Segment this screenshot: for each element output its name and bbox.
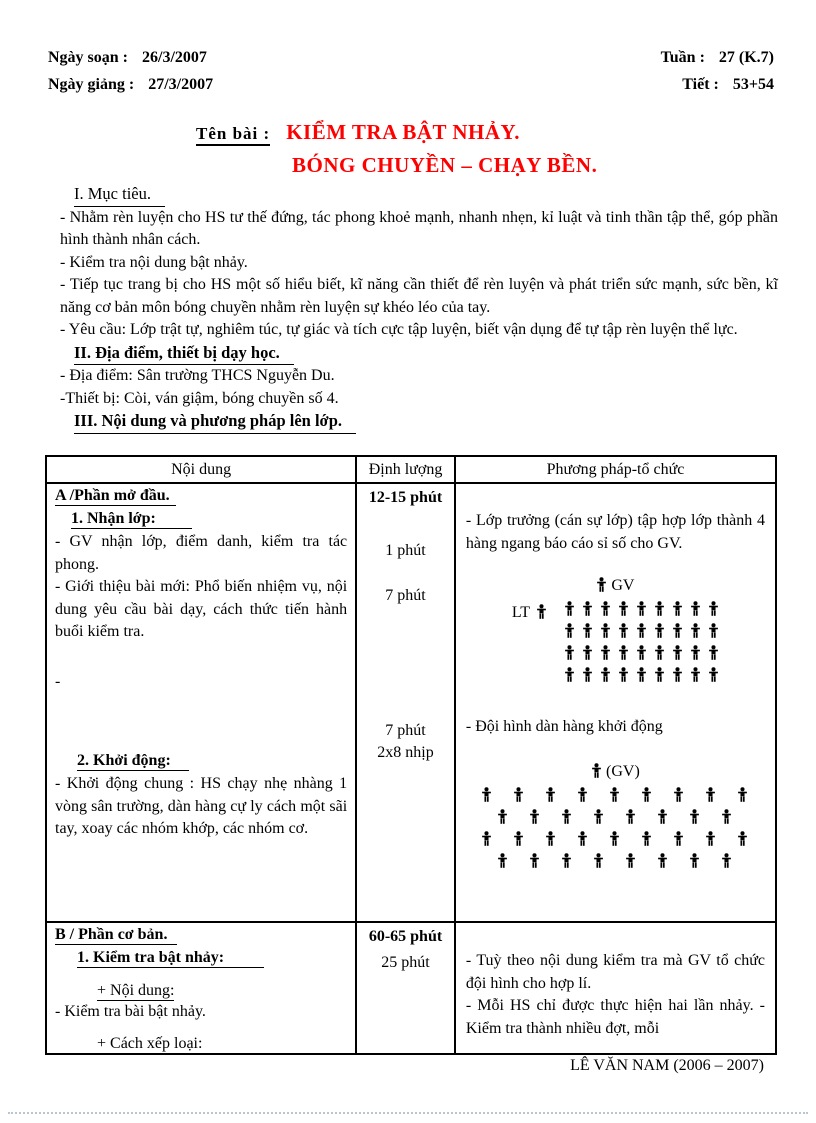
section-1-heading: I. Mục tiêu. bbox=[74, 183, 165, 207]
person-icon bbox=[529, 853, 540, 868]
document-header bbox=[48, 44, 774, 98]
person-icon bbox=[513, 787, 524, 802]
formation-assembly-grid bbox=[564, 601, 719, 689]
date-prepared-label: Ngày soạn : bbox=[48, 49, 129, 66]
person-icon bbox=[708, 667, 719, 682]
lesson-title bbox=[196, 120, 597, 178]
person-icon bbox=[577, 831, 588, 846]
person-icon bbox=[529, 809, 540, 824]
person-icon bbox=[673, 787, 684, 802]
person-icon bbox=[561, 853, 572, 868]
person-icon bbox=[545, 787, 556, 802]
person-icon bbox=[564, 623, 575, 638]
person-icon bbox=[609, 787, 620, 802]
column-header-content: Nội dung bbox=[47, 457, 357, 482]
part-b-method-1: - Tuỳ theo nội dung kiểm tra mà GV tổ chức đội hình cho hợp lí. bbox=[465, 952, 765, 992]
person-icon bbox=[705, 831, 716, 846]
person-icon bbox=[564, 601, 575, 616]
person-icon bbox=[564, 645, 575, 660]
duration-jump-test: 25 phút bbox=[381, 954, 430, 971]
column-header-method: Phương pháp-tổ chức bbox=[546, 461, 685, 478]
person-icon bbox=[591, 763, 606, 780]
method-warmup-text: - Đội hình dàn hàng khởi động bbox=[465, 718, 663, 735]
section-2-heading: II. Địa điểm, thiết bị dạy học. bbox=[74, 342, 294, 366]
person-icon bbox=[641, 787, 652, 802]
person-icon bbox=[657, 853, 668, 868]
part-b-method-cell bbox=[456, 923, 775, 1053]
week-value: 27 (K.7) bbox=[718, 49, 774, 66]
method-assembly-text: - Lớp trưởng (cán sự lớp) tập hợp lớp thành 4 hàng ngang báo cáo sỉ số cho GV. bbox=[465, 512, 765, 552]
person-icon bbox=[600, 667, 611, 682]
person-icon bbox=[708, 601, 719, 616]
person-icon bbox=[737, 831, 748, 846]
person-icon bbox=[721, 853, 732, 868]
teacher-label-2: (GV) bbox=[606, 762, 640, 780]
week-label: Tuần : bbox=[660, 49, 705, 66]
duration-part-b: 60-65 phút bbox=[368, 928, 443, 945]
part-b-content-cell bbox=[47, 923, 357, 1053]
class-leader-label: LT bbox=[511, 604, 530, 621]
part-b-content-label: + Nội dung: bbox=[97, 982, 175, 999]
part-b-grading-label: + Cách xếp loại: bbox=[97, 1034, 203, 1052]
person-icon bbox=[600, 601, 611, 616]
author-signature: LÊ VĂN NAM (2006 – 2007) bbox=[570, 1057, 764, 1074]
part-b-content-item: - Kiểm tra bài bật nhảy. bbox=[55, 1003, 206, 1020]
person-icon bbox=[591, 763, 602, 778]
table-row-part-a bbox=[47, 484, 775, 923]
person-icon bbox=[654, 667, 665, 682]
class-leader-marker bbox=[512, 601, 547, 689]
person-icon bbox=[673, 831, 684, 846]
person-icon bbox=[596, 577, 611, 594]
person-icon bbox=[564, 667, 575, 682]
part-a-item-2: - Giới thiệu bài mới: Phổ biến nhiệm vụ, nội dung yêu cầu bài dạy, cách thức tiến hành buổi kiểm tra. bbox=[55, 578, 348, 640]
formation-row bbox=[564, 601, 719, 616]
formation-row bbox=[497, 809, 749, 824]
person-icon bbox=[618, 645, 629, 660]
formation-row bbox=[481, 787, 749, 802]
date-prepared bbox=[48, 44, 207, 71]
date-prepared-value: 26/3/2007 bbox=[142, 49, 207, 66]
person-icon bbox=[481, 787, 492, 802]
part-a-content-cell bbox=[47, 484, 357, 921]
period bbox=[682, 71, 774, 98]
person-icon bbox=[690, 645, 701, 660]
person-icon bbox=[654, 645, 665, 660]
part-b-sub1-title: 1. Kiểm tra bật nhảy: bbox=[77, 949, 264, 968]
date-taught bbox=[48, 71, 213, 98]
person-icon bbox=[582, 645, 593, 660]
person-icon bbox=[654, 601, 665, 616]
person-icon bbox=[708, 645, 719, 660]
duration-warmup-2: 2x8 nhịp bbox=[377, 744, 434, 761]
table-row-part-b bbox=[47, 923, 775, 1053]
person-icon bbox=[625, 853, 636, 868]
person-icon bbox=[625, 809, 636, 824]
person-icon bbox=[721, 809, 732, 824]
person-icon bbox=[582, 601, 593, 616]
location-item: - Địa điểm: Sân trường THCS Nguyễn Du. bbox=[60, 367, 335, 384]
person-icon bbox=[600, 645, 611, 660]
part-b-title: B / Phần cơ bản. bbox=[55, 926, 177, 945]
person-icon bbox=[672, 667, 683, 682]
header-row-1 bbox=[48, 44, 774, 71]
person-icon bbox=[672, 645, 683, 660]
body-sections bbox=[60, 183, 778, 434]
person-icon bbox=[641, 831, 652, 846]
period-label: Tiết : bbox=[682, 76, 719, 93]
person-icon bbox=[690, 667, 701, 682]
person-icon bbox=[593, 853, 604, 868]
objective-item: - Kiểm tra nội dung bật nhảy. bbox=[60, 253, 248, 271]
formation-assembly bbox=[466, 601, 765, 689]
person-icon bbox=[545, 831, 556, 846]
duration-part-a: 12-15 phút bbox=[368, 489, 443, 506]
formation-row bbox=[481, 831, 749, 846]
person-icon bbox=[636, 623, 647, 638]
lesson-title-text-2: BÓNG CHUYỀN – CHẠY BỀN. bbox=[292, 153, 598, 177]
teacher-label-1: GV bbox=[611, 577, 635, 594]
person-icon bbox=[497, 853, 508, 868]
part-a-item-1: - GV nhận lớp, điểm danh, kiểm tra tác phong. bbox=[55, 533, 348, 573]
person-icon bbox=[672, 601, 683, 616]
person-icon bbox=[618, 623, 629, 638]
part-a-sub2-item: - Khởi động chung : HS chạy nhẹ nhàng 1 vòng sân trường, dàn hàng cự ly cách một sãi tay, xoay các nhóm khớp, các nhóm cơ. bbox=[55, 775, 348, 837]
duration-warmup-1: 7 phút bbox=[385, 722, 426, 739]
lesson-table bbox=[45, 455, 777, 1055]
column-header-duration: Định lượng bbox=[357, 457, 456, 482]
section-3-heading: III. Nội dung và phương pháp lên lớp. bbox=[74, 410, 356, 434]
formation-warmup-grid bbox=[481, 787, 749, 868]
person-icon bbox=[561, 809, 572, 824]
page-bottom-dotted-line bbox=[8, 1112, 808, 1114]
person-icon bbox=[536, 604, 547, 619]
formation-row bbox=[497, 853, 749, 868]
person-icon bbox=[737, 787, 748, 802]
part-a-method-cell bbox=[456, 484, 775, 921]
formation-row bbox=[564, 623, 719, 638]
week bbox=[661, 44, 774, 71]
person-icon bbox=[636, 667, 647, 682]
part-a-title: A /Phần mở đầu. bbox=[55, 487, 176, 506]
objective-item: - Nhằm rèn luyện cho HS tư thế đứng, tác phong khoẻ mạnh, nhanh nhẹn, kỉ luật và tinh thần tập thể, góp phần hình thành nhân cách. bbox=[60, 208, 778, 248]
part-a-dash: - bbox=[55, 672, 61, 690]
formation-row bbox=[564, 667, 719, 682]
person-icon bbox=[609, 831, 620, 846]
duration-item-2: 7 phút bbox=[385, 587, 426, 604]
part-a-sub1-title: 1. Nhận lớp: bbox=[71, 510, 192, 529]
person-icon bbox=[690, 601, 701, 616]
location-item: -Thiết bị: Còi, ván giậm, bóng chuyền số 4. bbox=[60, 389, 339, 407]
part-a-sub2-title: 2. Khởi động: bbox=[77, 752, 189, 771]
period-value: 53+54 bbox=[732, 76, 774, 93]
table-header-row bbox=[47, 457, 775, 484]
objective-item: - Yêu cầu: Lớp trật tự, nghiêm túc, tự giác và tích cực tập luyện, biết vận dụng để tự tập rèn luyện thể lực. bbox=[60, 321, 738, 338]
person-icon bbox=[577, 787, 588, 802]
person-icon bbox=[636, 601, 647, 616]
person-icon bbox=[689, 809, 700, 824]
header-row-2 bbox=[48, 71, 774, 98]
date-taught-label: Ngày giảng : bbox=[48, 76, 135, 93]
person-icon bbox=[657, 809, 668, 824]
objective-item: - Tiếp tục trang bị cho HS một số hiểu biết, kĩ năng cần thiết để rèn luyện và phát triển sức mạnh, sức bền, kĩ năng cơ bản môn bóng chuyền nhằm rèn luyện sự khéo léo của tay. bbox=[60, 276, 778, 316]
lesson-title-line-2 bbox=[292, 153, 597, 178]
person-icon bbox=[708, 623, 719, 638]
person-icon bbox=[705, 787, 716, 802]
part-a-duration-cell bbox=[357, 484, 456, 921]
lesson-title-text-1: KIỂM TRA BẬT NHẢY. bbox=[286, 120, 521, 144]
person-icon bbox=[513, 831, 524, 846]
person-icon bbox=[530, 604, 547, 621]
person-icon bbox=[596, 577, 607, 592]
person-icon bbox=[618, 667, 629, 682]
person-icon bbox=[481, 831, 492, 846]
person-icon bbox=[672, 623, 683, 638]
person-icon bbox=[593, 809, 604, 824]
part-b-duration-cell bbox=[357, 923, 456, 1053]
person-icon bbox=[689, 853, 700, 868]
teacher-marker-2 bbox=[466, 763, 765, 781]
person-icon bbox=[582, 667, 593, 682]
teacher-marker-1 bbox=[466, 577, 765, 595]
person-icon bbox=[636, 645, 647, 660]
lesson-title-label: Tên bài : bbox=[196, 124, 270, 146]
part-b-method-2: - Mỗi HS chỉ được thực hiện hai lần nhảy. - Kiểm tra thành nhiều đợt, mỗi bbox=[465, 997, 765, 1037]
duration-item-1: 1 phút bbox=[385, 542, 426, 559]
person-icon bbox=[582, 623, 593, 638]
person-icon bbox=[600, 623, 611, 638]
person-icon bbox=[618, 601, 629, 616]
person-icon bbox=[654, 623, 665, 638]
person-icon bbox=[497, 809, 508, 824]
lesson-title-line-1 bbox=[196, 120, 597, 145]
formation-row bbox=[564, 645, 719, 660]
person-icon bbox=[690, 623, 701, 638]
date-taught-value: 27/3/2007 bbox=[148, 76, 214, 93]
